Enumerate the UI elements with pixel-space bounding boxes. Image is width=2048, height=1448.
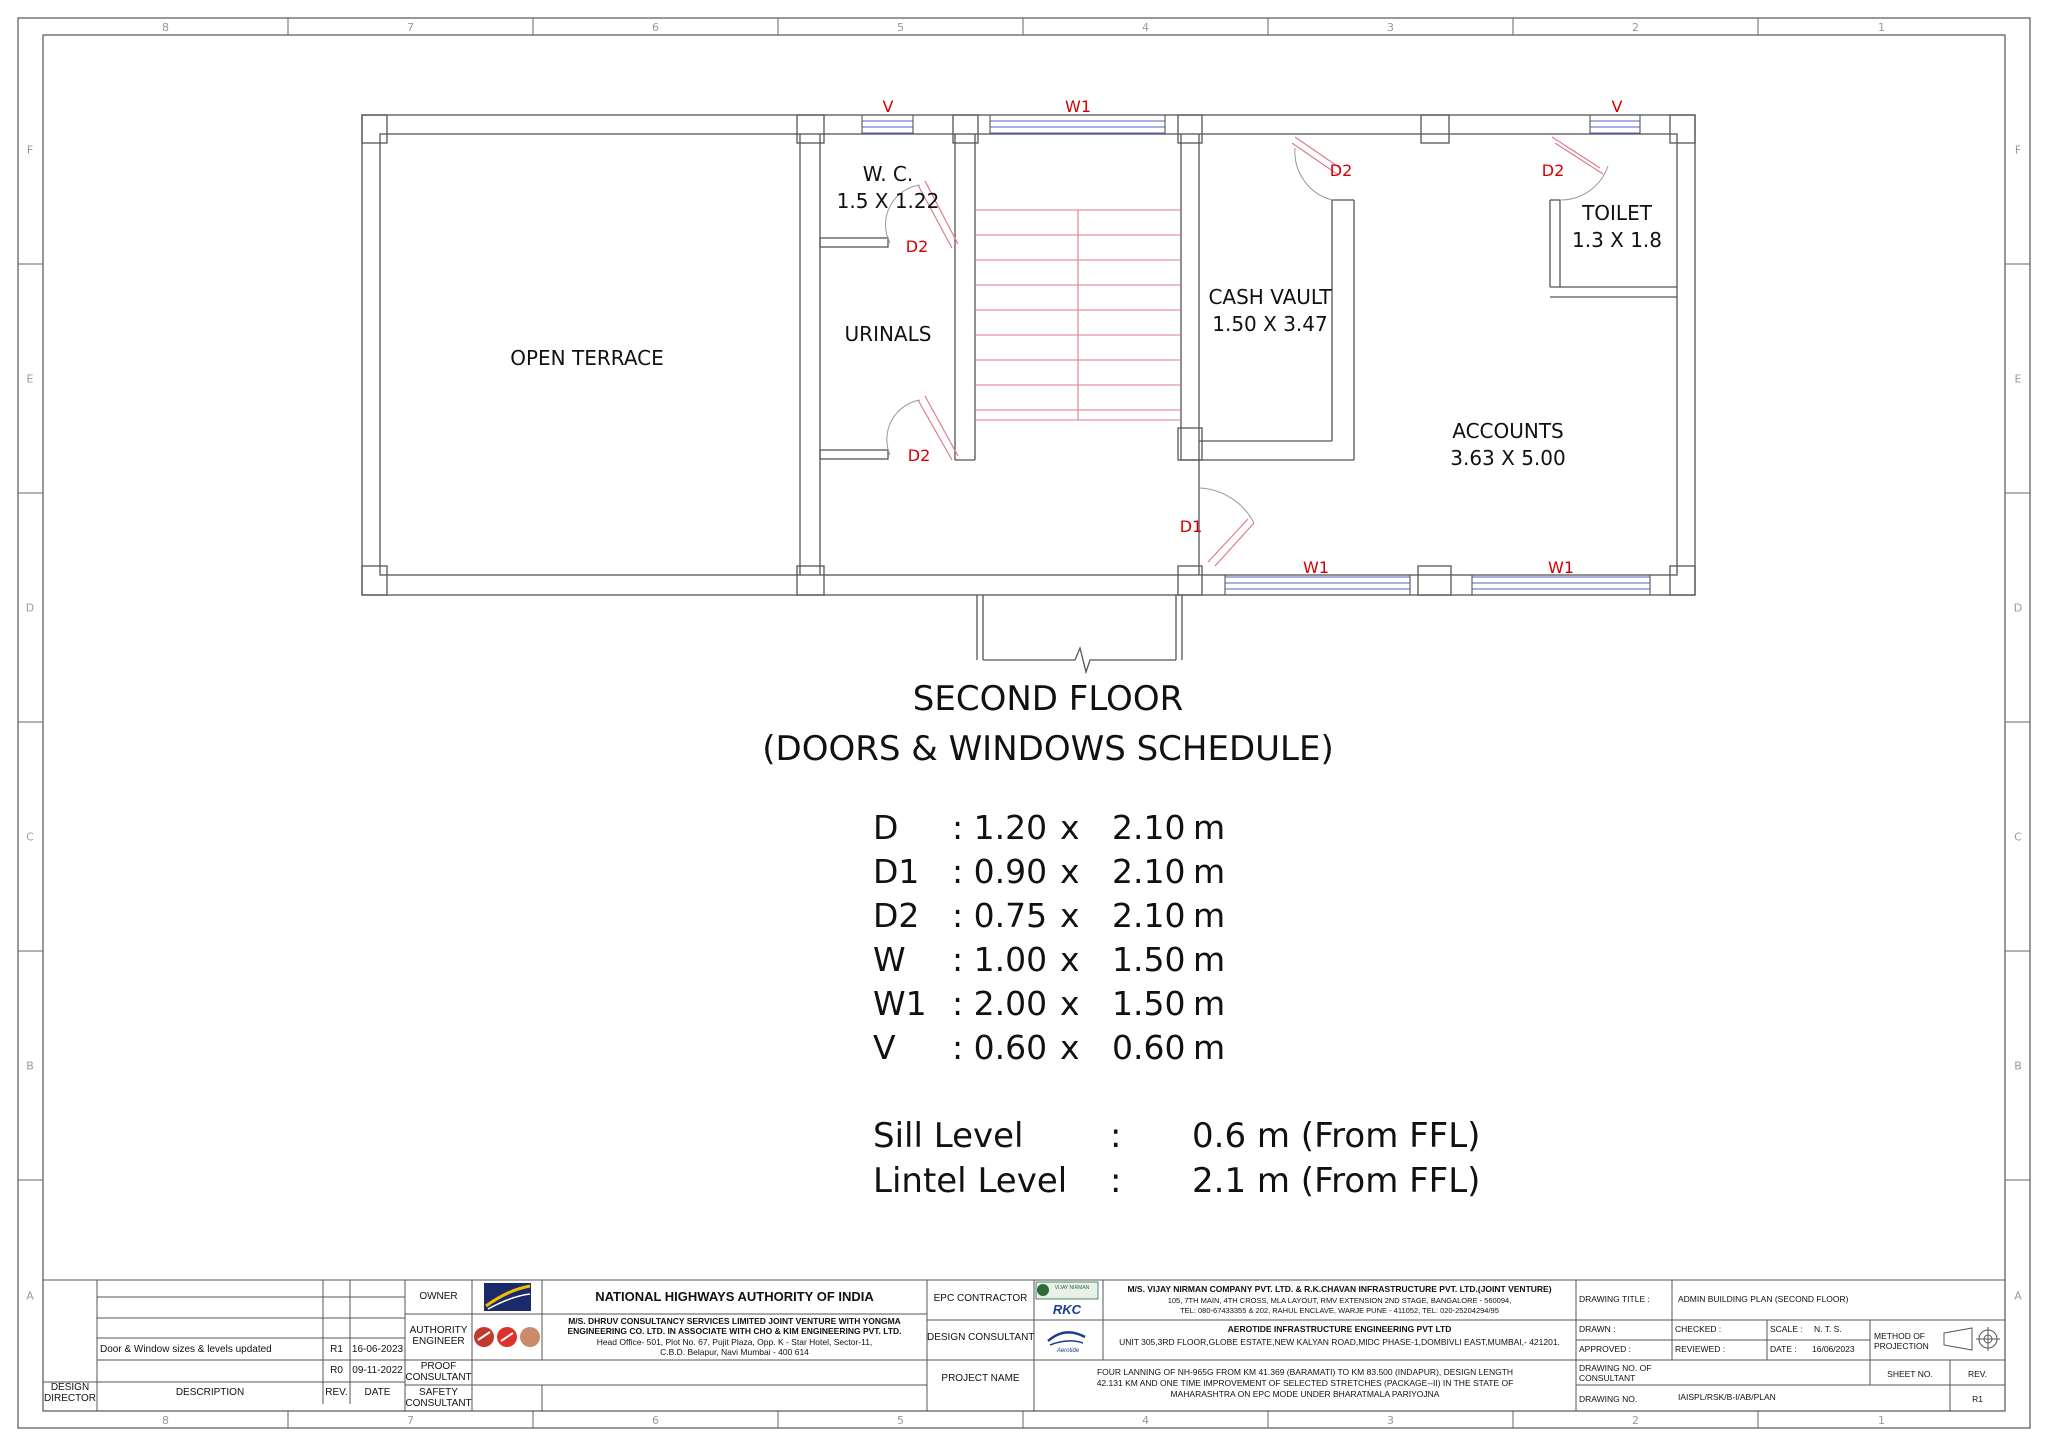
schedule-w-cell: : 0.90 xyxy=(952,852,1048,891)
room-cash-vault-size: 1.50 X 3.47 xyxy=(1212,312,1328,336)
epc-line-3: TEL: 080-67433355 & 202, RAHUL ENCLAVE, WARJE PUNE - 411052, TEL: 020-25204294/95 xyxy=(1180,1306,1499,1315)
grid-number-label: 5 xyxy=(897,21,904,34)
design-director-label: DESIGN DIRECTOR xyxy=(43,1382,97,1404)
schedule-w-cell: : 0.60 xyxy=(952,1028,1048,1067)
grid-number-label: 7 xyxy=(407,21,414,34)
drawing-title: ADMIN BUILDING PLAN (SECOND FLOOR) xyxy=(1678,1294,1849,1304)
aerotide-logo-icon xyxy=(1048,1332,1085,1354)
rev-value: R1 xyxy=(1972,1394,1983,1404)
room-toilet-name: TOILET xyxy=(1582,201,1652,225)
safety-consultant-label: SAFETY CONSULTANT xyxy=(405,1387,472,1409)
schedule-h-cell: 2.10 xyxy=(1112,808,1186,847)
ae-line-1: M/S. DHRUV CONSULTANCY SERVICES LIMITED JOINT VENTURE WITH YONGMA xyxy=(568,1316,901,1326)
schedule-u-cell: m xyxy=(1193,808,1226,847)
schedule-w-cell: : 2.00 xyxy=(952,984,1048,1023)
epc-contractor-logos-icon xyxy=(1036,1282,1098,1317)
schedule-x-cell: x xyxy=(1060,984,1080,1023)
schedule-x-cell: x xyxy=(1060,940,1080,979)
drawing-title-label: DRAWING TITLE : xyxy=(1579,1294,1650,1304)
sill-level-label: Sill Level xyxy=(873,1116,1024,1156)
grid-number-label: 5 xyxy=(897,1414,904,1427)
tag-w1-top: W1 xyxy=(1065,97,1091,116)
scale-label: SCALE : xyxy=(1770,1324,1803,1334)
tag-d2-cash-vault: D2 xyxy=(1329,161,1353,180)
grid-letter-label: D xyxy=(25,601,35,615)
ae-line-2: ENGINEERING CO. LTD. IN ASSOCIATE WITH CHO & KIM ENGINEERING PVT. LTD. xyxy=(567,1326,902,1336)
nhai-logo-icon xyxy=(484,1283,531,1311)
opening-tags xyxy=(883,97,1623,577)
schedule-code-cell: D2 xyxy=(873,896,920,935)
schedule-u-cell: m xyxy=(1193,896,1226,935)
ae-line-3: Head Office- 501, Plot No. 67, Pujit Plaza, Opp. K - Star Hotel, Sector-11, xyxy=(596,1337,873,1347)
dc-line-1: AEROTIDE INFRASTRUCTURE ENGINEERING PVT LTD xyxy=(1227,1324,1452,1334)
tag-v-right: V xyxy=(1611,97,1623,116)
grid-letter-label: F xyxy=(26,143,34,157)
schedule-code-cell: W1 xyxy=(873,984,927,1023)
rev-label: REV. xyxy=(1967,1369,1988,1379)
schedule-code-cell: V xyxy=(873,1028,896,1067)
grid-number-label: 3 xyxy=(1387,21,1394,34)
grid-letter-label: F xyxy=(2014,143,2022,157)
room-cash-vault-name: CASH VAULT xyxy=(1208,285,1332,309)
grid-number-label: 1 xyxy=(1878,1414,1885,1427)
lintel-level-value: 2.1 m (From FFL) xyxy=(1192,1161,1481,1201)
rev1-date: 16-06-2023 xyxy=(351,1344,404,1355)
grid-number-label: 3 xyxy=(1387,1414,1394,1427)
tag-w1-bottom-right: W1 xyxy=(1548,558,1574,577)
room-accounts-name: ACCOUNTS xyxy=(1452,419,1564,443)
grid-number-label: 2 xyxy=(1632,1414,1639,1427)
sheet-frame xyxy=(18,18,2030,1428)
checked-label: CHECKED : xyxy=(1675,1324,1722,1334)
tag-d2-toilet: D2 xyxy=(1541,161,1565,180)
drawing-no-consultant-label: DRAWING NO. OF CONSULTANT xyxy=(1579,1363,1652,1383)
drawn-label: DRAWN : xyxy=(1579,1324,1616,1334)
schedule-x-cell: x xyxy=(1060,808,1080,847)
schedule-heading xyxy=(762,679,1333,769)
epc-contractor-label: EPC CONTRACTOR xyxy=(933,1293,1028,1304)
window-jambs xyxy=(862,115,1650,595)
sheet-no-label: SHEET NO. xyxy=(1887,1369,1933,1379)
rev1-code: R1 xyxy=(330,1344,343,1355)
grid-number-label: 6 xyxy=(652,1414,659,1427)
schedule-w-cell: : 1.00 xyxy=(952,940,1048,979)
description-header: DESCRIPTION xyxy=(175,1387,245,1398)
rev1-description: Door & Window sizes & levels updated xyxy=(100,1344,272,1355)
dc-line-2: UNIT 305,3RD FLOOR,GLOBE ESTATE,NEW KALYAN ROAD,MIDC PHASE-1,DOMBIVLI EAST,MUMBAI,- 421201. xyxy=(1119,1337,1560,1347)
authority-engineer-label: AUTHORITY ENGINEER xyxy=(409,1325,468,1347)
design-consultant-label: DESIGN CONSULTANT xyxy=(927,1332,1035,1343)
grid-letter-label: D xyxy=(2013,601,2023,615)
schedule-x-cell: x xyxy=(1060,1028,1080,1067)
proof-consultant-label: PROOF CONSULTANT xyxy=(405,1361,472,1383)
grid-number-label: 8 xyxy=(162,1414,169,1427)
schedule-h-cell: 1.50 xyxy=(1112,984,1186,1023)
date-header: DATE xyxy=(364,1387,391,1398)
project-line-2: 42.131 KM AND ONE TIME IMPROVEMENT OF SELECTED STRETCHES (PACKAGE--II) IN THE STATE OF xyxy=(1096,1378,1514,1388)
logo-aerotide-text: Aerotide xyxy=(1056,1348,1080,1354)
room-labels xyxy=(510,162,1662,470)
schedule-code-cell: W xyxy=(873,940,906,979)
sill-level-value: 0.6 m (From FFL) xyxy=(1192,1116,1481,1156)
grid-letter-label: B xyxy=(2014,1059,2022,1073)
schedule-u-cell: m xyxy=(1193,984,1226,1023)
schedule-w-cell: : 1.20 xyxy=(952,808,1048,847)
schedule-h-cell: 0.60 xyxy=(1112,1028,1186,1067)
project-line-1: FOUR LANNING OF NH-965G FROM KM 41.369 (BARAMATI) TO KM 83.500 (INDAPUR), DESIGN LENGTH xyxy=(1096,1367,1514,1377)
grid-number-label: 8 xyxy=(162,21,169,34)
grid-number-label: 2 xyxy=(1632,21,1639,34)
grid-letter-label: C xyxy=(26,830,34,844)
tag-d2-urinals: D2 xyxy=(907,446,931,465)
project-name-label: PROJECT NAME xyxy=(941,1373,1020,1384)
epc-line-1: M/S. VIJAY NIRMAN COMPANY PVT. LTD. & R.K.CHAVAN INFRASTRUCTURE PVT. LTD.(JOINT VENTURE) xyxy=(1127,1284,1552,1294)
reviewed-label: REVIEWED : xyxy=(1675,1344,1726,1354)
projection-symbol-icon xyxy=(1944,1327,2000,1351)
owner-label: OWNER xyxy=(419,1291,458,1302)
owner-name: NATIONAL HIGHWAYS AUTHORITY OF INDIA xyxy=(595,1289,874,1304)
doors xyxy=(886,137,1608,566)
staircase xyxy=(975,210,1181,420)
schedule-x-cell: x xyxy=(1060,852,1080,891)
levels xyxy=(873,1116,1480,1201)
schedule-code-cell: D xyxy=(873,808,899,847)
schedule-u-cell: m xyxy=(1193,852,1226,891)
ae-line-4: C.B.D. Belapur, Navi Mumbai - 400 614 xyxy=(660,1347,809,1357)
logo-rkc-text: RKC xyxy=(1052,1302,1082,1317)
room-open-terrace: OPEN TERRACE xyxy=(510,346,664,370)
schedule-u-cell: m xyxy=(1193,1028,1226,1067)
approved-label: APPROVED : xyxy=(1579,1344,1631,1354)
date-value: 16/06/2023 xyxy=(1812,1344,1855,1354)
room-urinals: URINALS xyxy=(844,322,932,346)
scale-value: N. T. S. xyxy=(1814,1324,1842,1334)
schedule-code-cell: D1 xyxy=(873,852,920,891)
method-of-projection-label: METHOD OF PROJECTION xyxy=(1874,1331,1929,1351)
windows xyxy=(862,121,1650,589)
room-accounts-size: 3.63 X 5.00 xyxy=(1450,446,1566,470)
tag-d2-wc: D2 xyxy=(905,237,929,256)
grid-number-label: 1 xyxy=(1878,21,1885,34)
schedule-h-cell: 1.50 xyxy=(1112,940,1186,979)
schedule-u-cell: m xyxy=(1193,940,1226,979)
grid-labels xyxy=(26,21,2022,1427)
tag-d1: D1 xyxy=(1179,517,1203,536)
logo-vijay-nirman-text: VIJAY NIRMAN xyxy=(1054,1285,1090,1291)
grid-letter-label: A xyxy=(26,1289,34,1303)
project-line-3: MAHARASHTRA ON EPC MODE UNDER BHARATMALA PARIYOJNA xyxy=(1170,1389,1440,1399)
heading-schedule: (DOORS & WINDOWS SCHEDULE) xyxy=(762,729,1334,769)
sill-level-colon: : xyxy=(1110,1116,1122,1156)
room-toilet-size: 1.3 X 1.8 xyxy=(1571,228,1663,252)
tag-w1-bottom-left: W1 xyxy=(1303,558,1329,577)
grid-letter-label: E xyxy=(26,372,34,386)
grid-number-label: 4 xyxy=(1142,21,1149,34)
grid-number-label: 7 xyxy=(407,1414,414,1427)
schedule-x-cell: x xyxy=(1060,896,1080,935)
drawing-no: IAISPL/RSK/B-I/AB/PLAN xyxy=(1678,1392,1776,1402)
rev0-date: 09-11-2022 xyxy=(352,1365,403,1376)
schedule-w-cell: : 0.75 xyxy=(952,896,1048,935)
lintel-level-label: Lintel Level xyxy=(873,1161,1068,1201)
grid-number-label: 6 xyxy=(652,21,659,34)
room-wc-name: W. C. xyxy=(862,162,914,186)
grid-letter-label: B xyxy=(26,1059,34,1073)
grid-letter-label: E xyxy=(2014,372,2022,386)
grid-letter-label: A xyxy=(2014,1289,2022,1303)
epc-line-2: 105, 7TH MAIN, 4TH CROSS, MLA LAYOUT, RMV EXTENSION 2ND STAGE, BANGALORE - 560094, xyxy=(1167,1296,1512,1305)
grid-ticks xyxy=(18,18,2030,1428)
doors-windows-schedule xyxy=(873,808,1225,1067)
room-wc-size: 1.5 X 1.22 xyxy=(836,189,940,213)
schedule-h-cell: 2.10 xyxy=(1112,896,1186,935)
date-label: DATE : xyxy=(1770,1344,1797,1354)
grid-letter-label: C xyxy=(2014,830,2022,844)
authority-engineer-logos-icon xyxy=(474,1327,540,1347)
schedule-h-cell: 2.10 xyxy=(1112,852,1186,891)
rev0-code: R0 xyxy=(330,1365,343,1376)
heading-second-floor: SECOND FLOOR xyxy=(912,679,1184,719)
grid-number-label: 4 xyxy=(1142,1414,1149,1427)
tag-v-left: V xyxy=(882,97,894,116)
drawing-no-label: DRAWING NO. xyxy=(1579,1394,1638,1404)
rev-header: REV. xyxy=(325,1387,348,1398)
lintel-level-colon: : xyxy=(1110,1161,1122,1201)
